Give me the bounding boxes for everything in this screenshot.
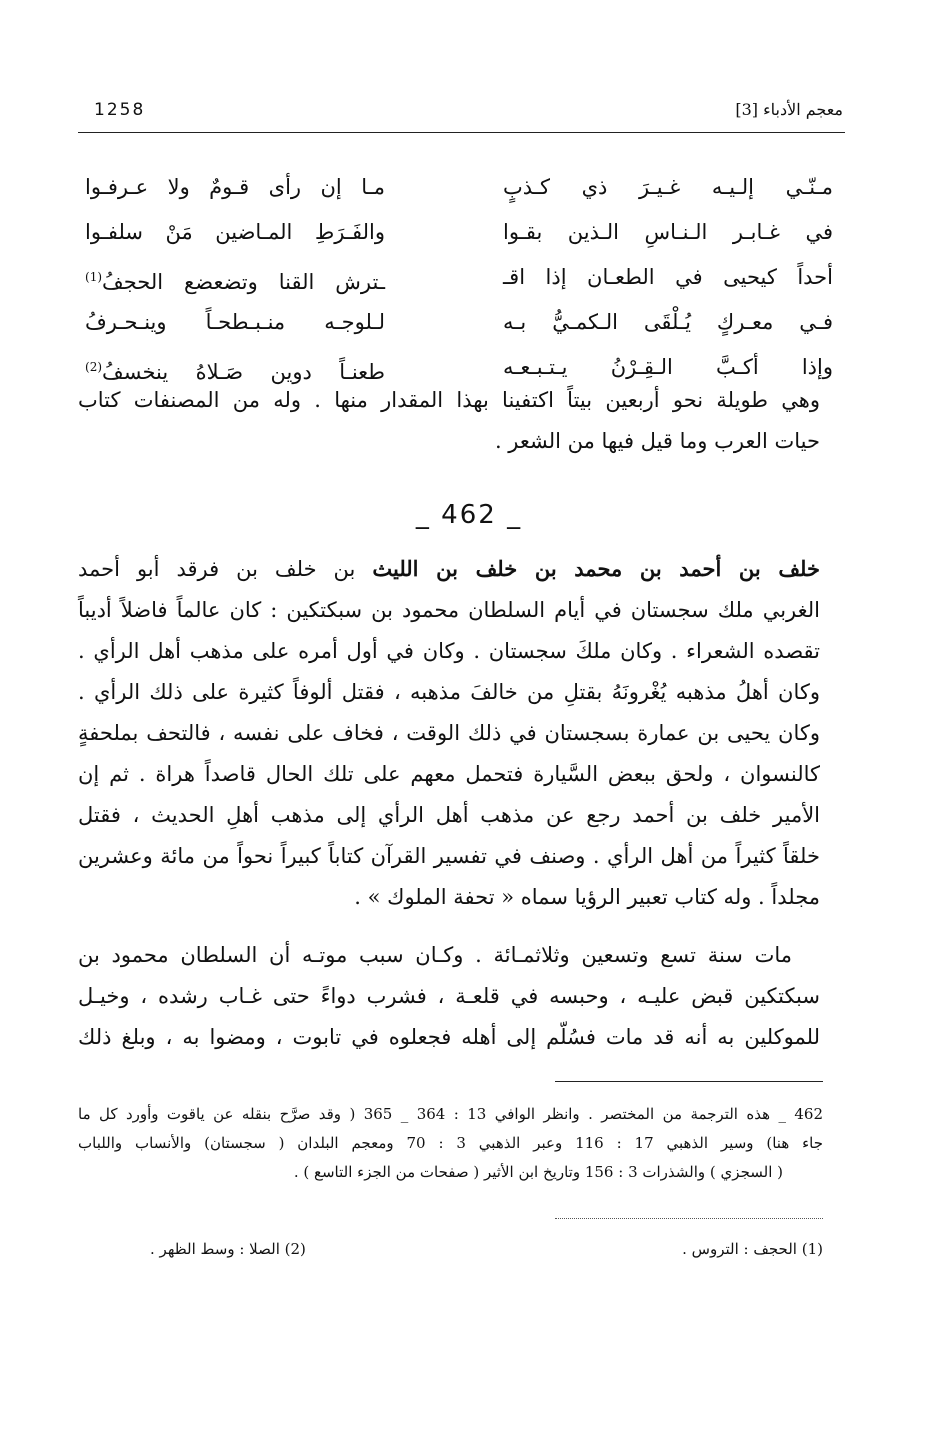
footnote-line: 462 _ هذه الترجمة من المختصر . وانظر الوافي 13 : 364 _ 365 ( وقد صرَّح بنقله عن ياقوت وأورد كل ما [78,1105,823,1123]
paragraph-line: الغربي ملك سجستان في أيام السلطان محمود بن سبكتكين : كان عالماً فاضلاً أديباً [78,598,820,622]
verse-line [85,300,833,345]
verse-second-hemistich: لـلوجـه منـبـطحـاً وينـحـرفُ [85,310,385,334]
death-paragraph [78,935,820,1058]
closing-paragraph [78,380,820,462]
verse-second-hemistich: والفَـرَطِ المـاضين مَنْ سلفـوا [85,220,385,244]
paragraph-line: وكان أهلُ مذهبه يُغْرونَهُ بقتلِ من خالفَ مذهبه ، فقتل ألوفاً كثيرة على ذلك الرأي . [78,680,820,704]
paragraph-line: للموكلين به أنه قد مات فسُلّم إلى أهله فجعلوه في تابوت ، ومضوا به ، وبلغ ذلك [78,1025,820,1049]
entry-number: _ 462 _ [415,500,523,530]
paragraph-line: كالنسوان ، ولحق ببعض السَّيارة فتحمل معهم على تلك الحال قاصداً هراة . ثم إن [78,762,820,786]
page-header [78,100,843,130]
paragraph-line: وهي طويلة نحو أربعين بيتاً اكتفينا بهذا المقدار منها . وله من المصنفات كتاب [78,388,820,412]
dotted-separator [555,1218,823,1219]
subject-name: خلف بن أحمد بن محمد بن خلف بن الليث [372,556,820,581]
paragraph-line [78,548,820,590]
paragraph-line: مجلداً . وله كتاب تعبير الرؤيا سماه « تحفة الملوك » . [354,885,820,909]
source-footnote [78,1100,823,1187]
verse-first-hemistich: مـنّـي إلـيـه غـيـرَ ذي كـذبٍ [503,175,833,199]
verse-line [85,210,833,255]
paragraph-line: الأمير خلف بن أحمد رجع عن مذهب أهل الرأي إلى مذهب أهلِ الحديث ، فقتل [78,803,820,827]
footnote-line: جاء هنا) وسير الذهبي 17 : 116 وعبر الذهبي 3 : 70 ومعجم البلدان ( سجستان) والأنساب واللباب [78,1134,824,1152]
footnote-marker: (2) [85,360,103,374]
paragraph-line: حيات العرب وما قيل فيها من الشعر . [494,429,820,453]
footnote-line: ( السجزي ) والشذرات 3 : 156 وتاريخ ابن الأثير ( صفحات من الجزء التاسع ) . [293,1163,783,1181]
verse-second-hemistich: مـا إن رأى قـومٌ ولا عـرفـوا [85,175,385,199]
verse-first-hemistich: أحداً كيحيى في الطعـان إذا اقـ [503,265,833,289]
verse-first-hemistich: وإذا أكـبَّ الـقِـرْنُ يـتـبـعـه [503,355,833,379]
paragraph-line: سبكتكين قبض عليـه ، وحبسه في قلعـة ، فشرب دواءً حتى غـاب رشده ، وخيـل [78,984,820,1008]
verse-second-hemistich [85,255,385,300]
paragraph-line: وكان يحيى بن عمارة بسجستان في ذلك الوقت ، فخاف على نفسه ، فالتحف بملحفةٍ [78,721,820,745]
line-text: بن خلف بن فرقد أبو أحمد [78,557,373,581]
paragraph-line: تقصده الشعراء . وكان ملكَ سجستان . وكان في أول أمره على مذهب أهل الرأي . [78,639,820,663]
note-2: (2) الصلا : وسط الظهر . [150,1240,306,1258]
note-1: (1) الحجف : التروس . [682,1240,823,1258]
entry-biography [78,548,820,918]
paragraph-line: مات سنة تسع وتسعين وثلاثمـائة . وكـان سبب موتـه أن السلطان محمود بن [78,943,792,967]
verse-first-hemistich: في غـابـر الـنـاسِ الـذين بقـوا [503,220,833,244]
verse-text: ـترش القنا وتضعضع الحجفُ [102,270,385,294]
page-number: 1258 [94,100,146,120]
poem [85,165,833,390]
verse-line [85,165,833,210]
paragraph-line: خلقاً كثيراً من أهل الرأي . وصنف في تفسير القرآن كتاباً كبيراً نحواً من مائة وعشرين [78,844,820,868]
verse-line [85,255,833,300]
running-title: معجم الأدباء [3] [735,100,843,119]
verse-notes [150,1240,823,1258]
verse-text: طعنـاً دوين صَـلاهُ ينخسفُ [102,360,385,384]
footnote-marker: (1) [85,270,103,284]
verse-first-hemistich: فـي معـركٍ يُـلْقَى الـكمـيُّ بـه [503,310,833,334]
footnote-rule [555,1081,823,1082]
header-rule [78,132,845,133]
